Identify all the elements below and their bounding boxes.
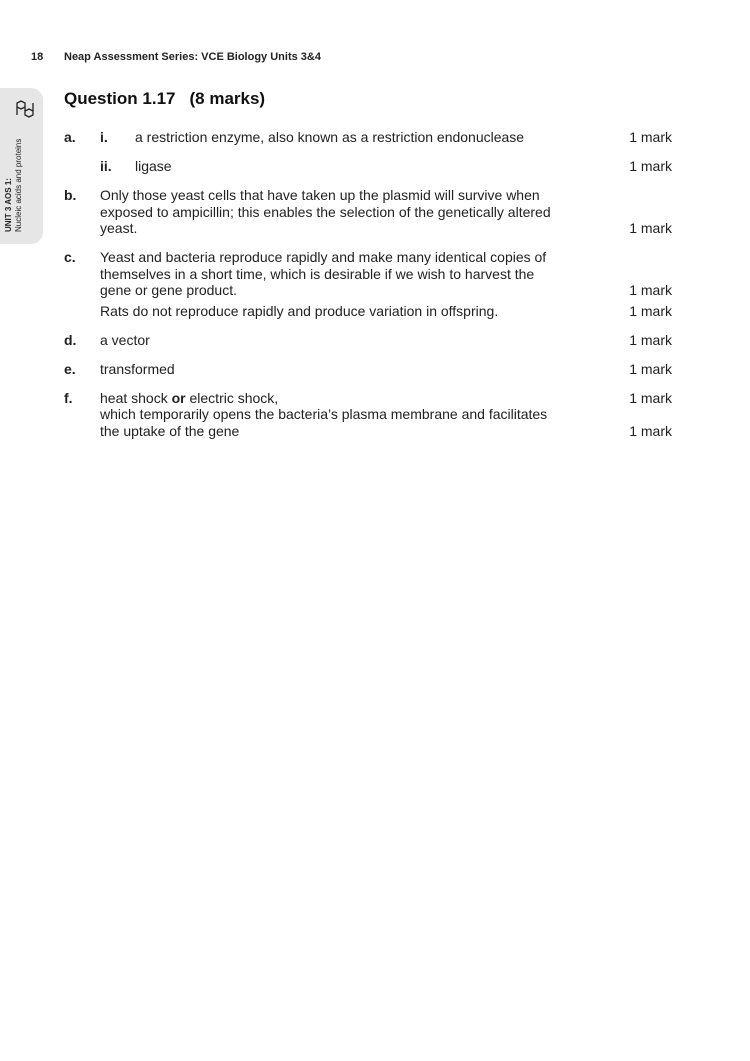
answer-label-a: a. xyxy=(64,129,76,145)
answer-sublabel-ii: ii. xyxy=(100,158,112,174)
mark-e: 1 mark xyxy=(629,361,672,377)
answer-sublabel-i: i. xyxy=(100,129,108,145)
answer-f-or: or xyxy=(171,390,186,406)
mark-f-1: 1 mark xyxy=(629,390,672,406)
question-title: Question 1.17 xyxy=(64,89,176,108)
mark-a-i: 1 mark xyxy=(629,129,672,145)
answer-b-text: Only those yeast cells that have taken up the plasmid will survive when exposed to ampicillin; this enables the selection of the genetically altered yeast. xyxy=(100,187,551,236)
answer-c-text-2: Rats do not reproduce rapidly and produce variation in offspring. xyxy=(100,303,499,319)
answer-label-c: c. xyxy=(64,249,76,265)
answer-f-text-2: which temporarily opens the bacteria’s plasma membrane and facilitates the uptake of the gene xyxy=(100,406,548,439)
side-tab-unit: UNIT 3 AOS 1: xyxy=(4,178,13,232)
answer-f-text-a: heat shock xyxy=(100,390,172,406)
mark-c-2: 1 mark xyxy=(629,303,672,319)
mark-c-1: 1 mark xyxy=(629,282,672,298)
answer-c-text-1: Yeast and bacteria reproduce rapidly and make many identical copies of themselves in a short time, which is desirable if we wish to harvest the gene or gene product. xyxy=(100,249,547,298)
answer-label-b: b. xyxy=(64,187,77,203)
answer-a-i-text: a restriction enzyme, also known as a restriction endonuclease xyxy=(135,129,525,145)
series-title: Neap Assessment Series: VCE Biology Units 3&4 xyxy=(64,51,321,63)
answer-label-d: d. xyxy=(64,332,77,348)
answer-e-text: transformed xyxy=(100,361,175,377)
mark-f-2: 1 mark xyxy=(629,423,672,439)
answer-label-f: f. xyxy=(64,390,73,406)
answer-f-text-b: electric shock, xyxy=(185,390,279,406)
mark-d: 1 mark xyxy=(629,332,672,348)
mark-a-ii: 1 mark xyxy=(629,158,672,174)
answer-f-text-1 xyxy=(100,390,570,407)
question-heading xyxy=(64,89,265,109)
side-tab-topic: Nucleic acids and proteins xyxy=(14,138,23,232)
question-marks: (8 marks) xyxy=(189,89,266,108)
side-tab-label xyxy=(4,102,24,232)
page-number: 18 xyxy=(31,51,44,63)
answer-d-text: a vector xyxy=(100,332,150,348)
page-header xyxy=(31,51,321,63)
answer-a-ii-text: ligase xyxy=(135,158,172,174)
mark-b: 1 mark xyxy=(629,220,672,236)
answer-label-e: e. xyxy=(64,361,76,377)
